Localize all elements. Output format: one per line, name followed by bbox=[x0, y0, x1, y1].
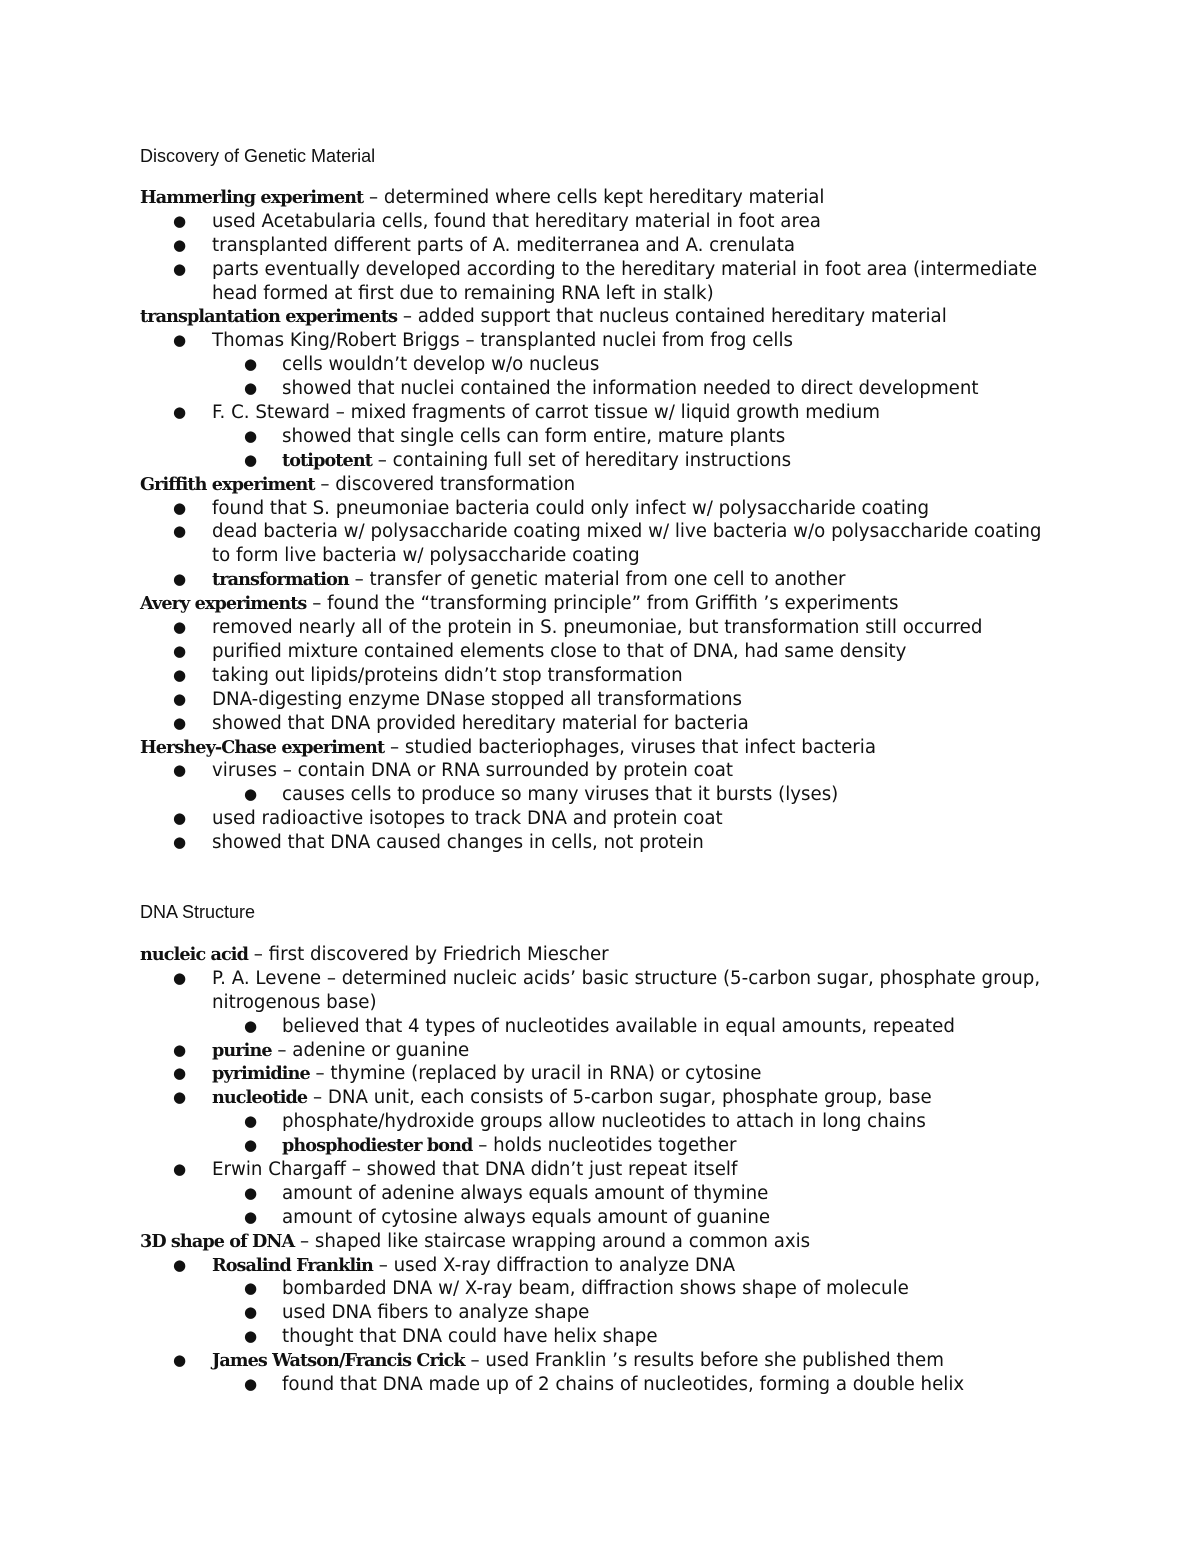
list-item-text: showed that nuclei contained the information needed to direct development bbox=[282, 378, 979, 400]
bullet-icon: ● bbox=[173, 809, 187, 828]
list-item bbox=[140, 401, 1070, 425]
list-item-text: DNA-digesting enzyme DNase stopped all transformations bbox=[212, 688, 742, 710]
list-item-text bbox=[212, 1254, 1062, 1278]
item-desc: – transfer of genetic material from one cell to another bbox=[348, 569, 846, 591]
section-heading: Discovery of Genetic Material bbox=[140, 146, 376, 166]
entry-line bbox=[140, 943, 1070, 967]
entry-line bbox=[140, 186, 1070, 210]
list-item bbox=[140, 712, 1070, 736]
list-item bbox=[140, 688, 1070, 712]
list-item bbox=[140, 568, 1070, 592]
bullet-icon: ● bbox=[173, 641, 187, 660]
list-item bbox=[140, 1158, 1070, 1182]
item-desc: – used Franklin ’s results before she published them bbox=[464, 1350, 944, 1372]
item-term: phosphodiester bond bbox=[282, 1135, 473, 1157]
list-item bbox=[140, 1086, 1070, 1110]
sub-list-item bbox=[140, 449, 1070, 473]
sub-list-item bbox=[140, 377, 1070, 401]
entry-line bbox=[140, 592, 1070, 616]
list-item-text bbox=[212, 1086, 1062, 1110]
bullet-icon: ● bbox=[173, 968, 187, 987]
entry-desc: – found the “transforming principle” from Griffith ’s experiments bbox=[306, 593, 899, 615]
list-item-text: believed that 4 types of nucleotides available in equal amounts, repeated bbox=[282, 1015, 955, 1037]
list-item-text: used Acetabularia cells, found that hereditary material in foot area bbox=[212, 210, 821, 232]
item-term: totipotent bbox=[282, 449, 372, 471]
bullet-icon: ● bbox=[173, 1064, 187, 1083]
section-heading: DNA Structure bbox=[140, 902, 256, 922]
list-item-text bbox=[282, 449, 1072, 473]
bullet-icon: ● bbox=[173, 1255, 187, 1274]
list-item-text: bombarded DNA w/ X-ray beam, diffraction shows shape of molecule bbox=[282, 1278, 909, 1300]
item-desc: – DNA unit, each consists of 5-carbon sugar, phosphate group, base bbox=[307, 1087, 932, 1109]
entry-line bbox=[140, 1230, 1070, 1254]
list-item-text bbox=[212, 1062, 1062, 1086]
bullet-icon: ● bbox=[173, 689, 187, 708]
item-term: transformation bbox=[212, 569, 349, 591]
list-item bbox=[140, 1062, 1070, 1086]
bullet-icon: ● bbox=[173, 1160, 187, 1179]
item-desc: – holds nucleotides together bbox=[472, 1135, 737, 1157]
list-item-text: showed that DNA provided hereditary material for bacteria bbox=[212, 712, 749, 734]
bullet-icon: ● bbox=[244, 355, 258, 374]
bullet-icon: ● bbox=[173, 665, 187, 684]
sub-list-item bbox=[140, 1325, 1070, 1349]
entry-term: Hammerling experiment bbox=[140, 187, 364, 208]
bullet-icon: ● bbox=[244, 1112, 258, 1131]
entry-line bbox=[140, 736, 1070, 760]
sub-list-item bbox=[140, 1301, 1070, 1325]
list-item bbox=[140, 497, 1070, 521]
list-item-text: taking out lipids/proteins didn’t stop transformation bbox=[212, 664, 683, 686]
list-item bbox=[140, 664, 1070, 688]
entry-term: transplantation experiments bbox=[140, 306, 398, 328]
item-desc: – containing full set of hereditary instructions bbox=[371, 449, 792, 471]
list-item bbox=[140, 967, 1070, 1015]
bullet-icon: ● bbox=[244, 1016, 258, 1035]
bullet-icon: ● bbox=[173, 211, 187, 230]
bullet-icon: ● bbox=[244, 1327, 258, 1346]
list-item-text: Thomas King/Robert Briggs – transplanted nuclei from frog cells bbox=[212, 330, 793, 352]
sub-list-item bbox=[140, 1373, 1070, 1397]
list-item-text: viruses – contain DNA or RNA surrounded by protein coat bbox=[212, 760, 733, 782]
item-desc: – adenine or guanine bbox=[271, 1039, 470, 1061]
list-item bbox=[140, 640, 1070, 664]
list-item-text: Erwin Chargaff – showed that DNA didn’t just repeat itself bbox=[212, 1159, 738, 1181]
item-term: Rosalind Franklin bbox=[212, 1254, 373, 1276]
list-item-text bbox=[212, 568, 1062, 592]
list-item bbox=[140, 1349, 1070, 1373]
list-item-text: cells wouldn’t develop w/o nucleus bbox=[282, 354, 600, 376]
sub-list-item bbox=[140, 1110, 1070, 1134]
bullet-icon: ● bbox=[244, 379, 258, 398]
list-item bbox=[140, 520, 1070, 568]
list-item-text bbox=[212, 1349, 1062, 1373]
sub-list-item bbox=[140, 1015, 1070, 1039]
entry-desc: – discovered transformation bbox=[314, 473, 576, 495]
list-item-text: phosphate/hydroxide groups allow nucleotides to attach in long chains bbox=[282, 1111, 926, 1133]
list-item-text bbox=[282, 1134, 1072, 1158]
sub-list-item bbox=[140, 783, 1070, 807]
section-body bbox=[140, 186, 1070, 855]
bullet-icon: ● bbox=[173, 1040, 187, 1059]
bullet-icon: ● bbox=[173, 498, 187, 517]
sub-list-item bbox=[140, 1277, 1070, 1301]
item-term: purine bbox=[212, 1039, 272, 1061]
entry-desc: – studied bacteriophages, viruses that infect bacteria bbox=[384, 736, 876, 758]
bullet-icon: ● bbox=[173, 761, 187, 780]
bullet-icon: ● bbox=[173, 713, 187, 732]
bullet-icon: ● bbox=[173, 1351, 187, 1370]
bullet-icon: ● bbox=[173, 570, 187, 589]
list-item-text: showed that single cells can form entire, mature plants bbox=[282, 425, 786, 447]
item-desc: – used X-ray diffraction to analyze DNA bbox=[372, 1254, 736, 1276]
list-item bbox=[140, 807, 1070, 831]
entry-desc: – determined where cells kept hereditary material bbox=[363, 187, 825, 208]
entry-desc: – shaped like staircase wrapping around a common axis bbox=[294, 1230, 811, 1252]
entry-line bbox=[140, 473, 1070, 497]
section-body bbox=[140, 943, 1070, 1397]
item-desc: – thymine (replaced by uracil in RNA) or cytosine bbox=[309, 1063, 762, 1085]
bullet-icon: ● bbox=[244, 1279, 258, 1298]
sub-list-item bbox=[140, 353, 1070, 377]
bullet-icon: ● bbox=[244, 1207, 258, 1226]
entry-term: 3D shape of DNA bbox=[140, 1230, 295, 1252]
bullet-icon: ● bbox=[173, 833, 187, 852]
entry-line bbox=[140, 305, 1070, 329]
bullet-icon: ● bbox=[173, 331, 187, 350]
list-item bbox=[140, 616, 1070, 640]
list-item-text: causes cells to produce so many viruses that it bursts (lyses) bbox=[282, 784, 839, 806]
entry-desc: – added support that nucleus contained hereditary material bbox=[397, 306, 947, 328]
bullet-icon: ● bbox=[173, 618, 187, 637]
item-term: nucleotide bbox=[212, 1087, 308, 1109]
sub-list-item bbox=[140, 1206, 1070, 1230]
list-item bbox=[140, 1039, 1070, 1063]
list-item-text: thought that DNA could have helix shape bbox=[282, 1326, 658, 1348]
bullet-icon: ● bbox=[173, 235, 187, 254]
list-item-text: amount of adenine always equals amount of thymine bbox=[282, 1182, 769, 1204]
bullet-icon: ● bbox=[173, 403, 187, 422]
list-item-text: P. A. Levene – determined nucleic acids’ basic structure (5-carbon sugar, phosphate group, nitrogenous base) bbox=[212, 967, 1041, 1013]
list-item-text: transplanted different parts of A. mediterranea and A. crenulata bbox=[212, 234, 795, 256]
sub-list-item bbox=[140, 425, 1070, 449]
list-item-text: F. C. Steward – mixed fragments of carrot tissue w/ liquid growth medium bbox=[212, 402, 881, 424]
list-item bbox=[140, 1254, 1070, 1278]
list-item-text: parts eventually developed according to the hereditary material in foot area (intermediate head formed at first due to remaining RNA left in stalk) bbox=[212, 258, 1038, 304]
bullet-icon: ● bbox=[244, 1183, 258, 1202]
list-item-text: found that S. pneumoniae bacteria could only infect w/ polysaccharide coating bbox=[212, 497, 930, 519]
entry-term: Hershey-Chase experiment bbox=[140, 736, 385, 758]
list-item-text: purified mixture contained elements close to that of DNA, had same density bbox=[212, 640, 907, 662]
bullet-icon: ● bbox=[244, 426, 258, 445]
entry-term: Griffith experiment bbox=[140, 473, 315, 495]
list-item bbox=[140, 234, 1070, 258]
bullet-icon: ● bbox=[173, 1088, 187, 1107]
item-term: pyrimidine bbox=[212, 1063, 310, 1085]
list-item-text: used radioactive isotopes to track DNA and protein coat bbox=[212, 808, 723, 830]
list-item-text: amount of cytosine always equals amount of guanine bbox=[282, 1206, 771, 1228]
list-item bbox=[140, 831, 1070, 855]
sub-list-item bbox=[140, 1182, 1070, 1206]
bullet-icon: ● bbox=[244, 1136, 258, 1155]
entry-desc: – first discovered by Friedrich Miescher bbox=[248, 944, 609, 965]
bullet-icon: ● bbox=[244, 450, 258, 469]
list-item bbox=[140, 329, 1070, 353]
entry-term: nucleic acid bbox=[140, 944, 248, 965]
bullet-icon: ● bbox=[244, 785, 258, 804]
bullet-icon: ● bbox=[244, 1375, 258, 1394]
list-item-text: used DNA fibers to analyze shape bbox=[282, 1302, 590, 1324]
entry-term: Avery experiments bbox=[140, 593, 307, 615]
sub-list-item bbox=[140, 1134, 1070, 1158]
list-item bbox=[140, 210, 1070, 234]
item-term: James Watson/Francis Crick bbox=[212, 1350, 465, 1372]
list-item-text: found that DNA made up of 2 chains of nucleotides, forming a double helix bbox=[282, 1374, 965, 1396]
list-item-text: removed nearly all of the protein in S. pneumoniae, but transformation still occurred bbox=[212, 617, 983, 639]
bullet-icon: ● bbox=[173, 522, 187, 541]
list-item-text: showed that DNA caused changes in cells, not protein bbox=[212, 832, 704, 854]
list-item bbox=[140, 759, 1070, 783]
list-item-text: dead bacteria w/ polysaccharide coating mixed w/ live bacteria w/o polysaccharide coating to form live bacteria w/ polysaccharide coating bbox=[212, 521, 1042, 567]
list-item-text bbox=[212, 1039, 1062, 1063]
list-item bbox=[140, 258, 1070, 306]
bullet-icon: ● bbox=[173, 259, 187, 278]
bullet-icon: ● bbox=[244, 1303, 258, 1322]
